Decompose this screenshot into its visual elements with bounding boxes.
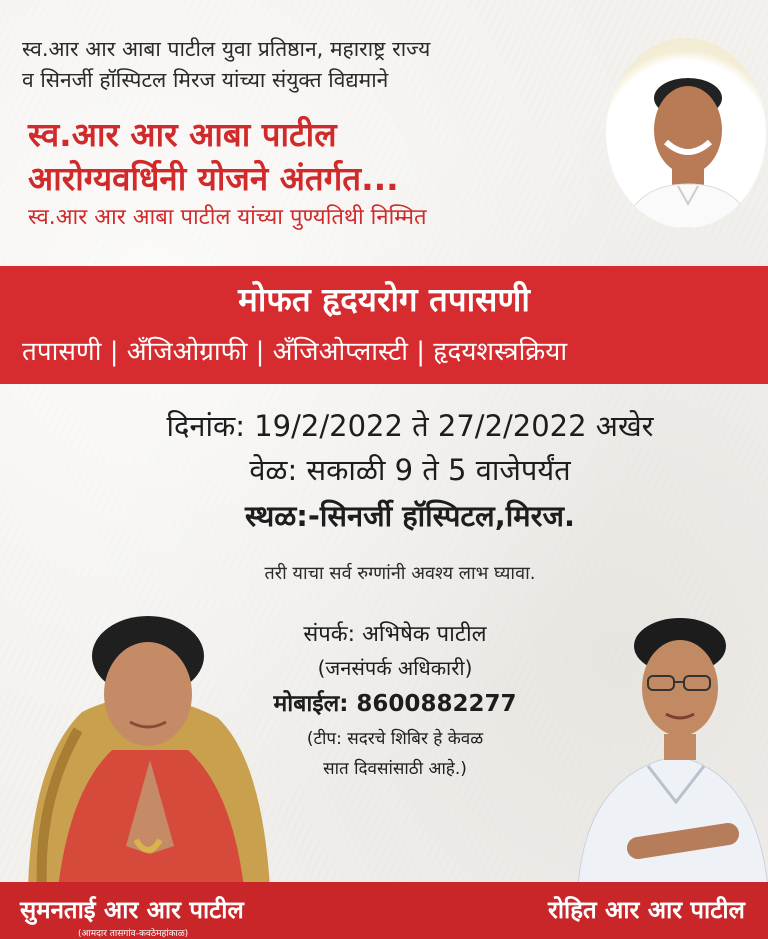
photo-left-illustration bbox=[18, 610, 278, 888]
banner-services: तपासणी | अँजिओग्राफी | अँजिओप्लास्टी | हृदयशस्त्रक्रिया bbox=[22, 337, 568, 367]
footer-designation-left: (आमदार तासगांव-कवठेमहांकाळ) bbox=[78, 929, 189, 939]
scheme-title bbox=[28, 113, 588, 201]
footer-name-right: रोहित आर आर पाटील bbox=[548, 896, 745, 924]
contact-mobile: मोबाईल: 8600882277 bbox=[273, 691, 517, 717]
camp-note-line-1: (टीप: सदरचे शिबिर हे केवळ bbox=[306, 729, 484, 749]
camp-venue: स्थळ:-सिनर्जी हॉस्पिटल,मिरज. bbox=[245, 499, 575, 533]
contact-block bbox=[250, 618, 540, 784]
organizers-header bbox=[22, 34, 582, 96]
portrait-top-right bbox=[606, 38, 766, 228]
footer-name-left: सुमनताई आर आर पाटील bbox=[20, 896, 244, 924]
portrait-top-illustration bbox=[606, 38, 766, 228]
scheme-title-line-2: आरोग्यवर्धिनी योजने अंतर्गत... bbox=[28, 159, 399, 198]
scheme-title-line-1: स्व.आर आर आबा पाटील bbox=[28, 115, 337, 154]
photo-left-woman bbox=[18, 610, 278, 888]
contact-name: संपर्क: अभिषेक पाटील bbox=[303, 622, 487, 647]
free-checkup-banner bbox=[0, 266, 768, 384]
camp-note-line-2: सात दिवसांसाठी आहे.) bbox=[323, 759, 467, 779]
occasion-subtitle: स्व.आर आर आबा पाटील यांच्या पुण्यतिथी निम्मित bbox=[28, 205, 427, 230]
photo-right-illustration bbox=[578, 616, 768, 888]
organizers-line-1: स्व.आर आर आबा पाटील युवा प्रतिष्ठान, महाराष्ट्र राज्य bbox=[22, 37, 431, 61]
camp-details bbox=[100, 404, 720, 540]
appeal-text: तरी याचा सर्व रुग्णांनी अवश्य लाभ घ्यावा. bbox=[264, 563, 536, 584]
organizers-line-2: व सिनर्जी हॉस्पिटल मिरज यांच्या संयुक्त विद्यमाने bbox=[22, 68, 389, 92]
contact-role: (जनसंपर्क अधिकारी) bbox=[317, 656, 473, 680]
camp-time: वेळ: सकाळी 9 ते 5 वाजेपर्यंत bbox=[249, 453, 571, 487]
banner-heading: मोफत हृदयरोग तपासणी bbox=[238, 280, 530, 319]
photo-right-man bbox=[578, 616, 768, 888]
camp-date: दिनांक: 19/2/2022 ते 27/2/2022 अखेर bbox=[166, 409, 654, 443]
